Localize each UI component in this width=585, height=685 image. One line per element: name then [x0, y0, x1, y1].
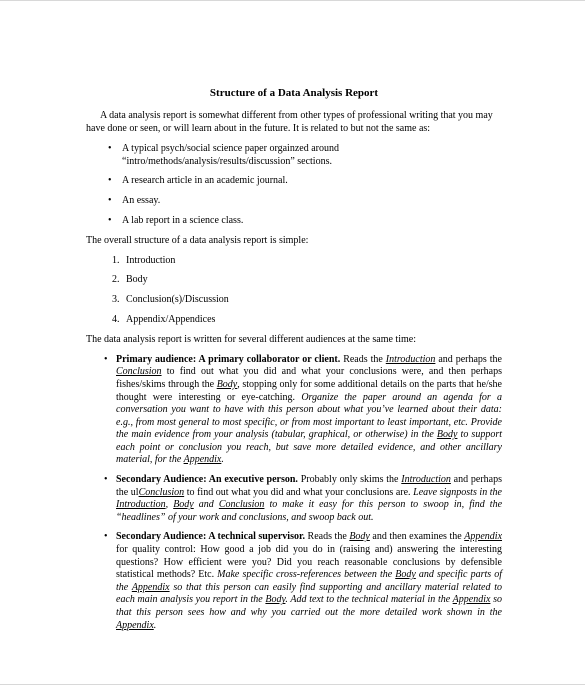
list-label: Conclusion(s)/Discussion [126, 293, 229, 305]
document-title: Structure of a Data Analysis Report [209, 87, 379, 99]
list-number: 3. [112, 293, 120, 305]
text-run: to find out what you did and what your conclusions were, and then perhaps fishes/skims through the [116, 366, 502, 390]
audiences-intro-text: The data analysis report is written for several different audiences at the same time: [86, 334, 416, 346]
structure-list [86, 255, 502, 326]
list-item: • A research article in an academic journal. [108, 175, 502, 188]
list-number: 1. [112, 254, 120, 266]
italic-run: . [153, 619, 157, 631]
audience-executive [104, 474, 502, 524]
list-number: 4. [112, 313, 120, 325]
list-label: Introduction [126, 254, 176, 266]
italic-run: and [193, 499, 219, 511]
section-reference: Appendix [183, 454, 222, 466]
section-reference: Appendix [452, 594, 491, 606]
list-label: Appendix/Appendices [126, 313, 216, 325]
italic-run: Leave signposts in the [413, 486, 502, 498]
audience-heading: Secondary Audience: An executive person. [116, 474, 298, 486]
text-run: Reads the [305, 531, 350, 543]
italic-run: to make it easy for this person to swoop in, find the “headlines” of your work and conclusions, and swoop back out. [116, 499, 503, 523]
italic-run: and specific parts of the [116, 569, 502, 593]
audience-primary [104, 354, 502, 467]
text-run: and perhaps the ul [116, 474, 502, 498]
section-reference: Introduction [385, 353, 436, 365]
section-reference: Body [265, 594, 286, 606]
list-number: 2. [112, 274, 120, 286]
italic-run: Organize the paper around an agenda for a conversation you want to have with this person about what you’ve learned about their data: e.g., from most general to most specific, or from most important to least important, etc. Provide the main evidence from your analysis (tabular, graphical, or otherwise) in the [116, 391, 503, 441]
list-label: Body [126, 274, 148, 286]
text-run: , stopping only for some additional details on the parts that he/she thought were interesting or eye-catching. [116, 378, 502, 403]
italic-run: Make specific cross-references between the [217, 569, 396, 581]
audiences-list [86, 354, 502, 632]
section-reference: Conclusion [138, 486, 185, 498]
list-item: • An essay. [108, 195, 502, 208]
text-run: Reads the [340, 353, 386, 365]
italic-run: . [221, 454, 224, 466]
section-reference: Introduction [116, 499, 166, 511]
italic-run: so that this person can easily find supporting and ancillary material related to each main analysis you report in the [116, 581, 502, 606]
examples-list [86, 143, 502, 227]
audience-technical [104, 531, 502, 632]
overall-structure-text: The overall structure of a data analysis report is simple: [86, 235, 309, 247]
section-reference: Body [349, 531, 370, 543]
list-item [112, 294, 502, 307]
section-reference: Appendix [464, 531, 503, 543]
list-item: • A typical psych/social science paper orgainzed around “intro/methods/analysis/results/discussion” sections. [108, 143, 502, 168]
section-reference: Conclusion [116, 366, 162, 378]
list-item [112, 274, 502, 287]
section-reference: Appendix [131, 581, 170, 593]
intro-paragraph: A data analysis report is somewhat different from other types of professional writing that you may have done or seen, or will learn about in the future. It is related to but not the same as: [86, 110, 493, 134]
list-item [112, 255, 502, 268]
italic-run: . Add text to the technical material in the [285, 594, 453, 606]
section-reference: Appendix [116, 619, 154, 631]
audience-heading: Secondary Audience: A technical supervisor. [116, 531, 305, 543]
text-run: for quality control: How good a job did you do in (raising and) answering the interesting questions? How efficient were you? Did you reach reasonable conclusions by defensible statistical methods? Etc. [116, 544, 502, 581]
document-content [86, 87, 502, 639]
list-item: • A lab report in a science class. [108, 215, 502, 228]
italic-run: , [165, 499, 174, 511]
section-reference: Introduction [401, 474, 451, 486]
italic-run: to support each point or conclusion you reach, but save more detailed evidence, and other ancillary material, for the [116, 429, 502, 466]
section-reference: Body [436, 429, 458, 441]
audience-heading: Primary audience: A primary collaborator or client. [116, 353, 341, 365]
list-item [112, 314, 502, 327]
section-reference: Body [395, 569, 416, 581]
section-reference: Body [173, 499, 194, 511]
section-reference: Body [216, 378, 238, 390]
text-run: to find out what you did and what your conclusions are. [184, 486, 414, 498]
text-run: Probably only skims the [297, 474, 402, 486]
text-run: and perhaps the [435, 353, 502, 365]
text-run: and then examines the [369, 531, 465, 543]
italic-run: so that this person sees how and why you carried out the more detailed work shown in the [116, 594, 502, 618]
section-reference: Conclusion [218, 499, 265, 511]
